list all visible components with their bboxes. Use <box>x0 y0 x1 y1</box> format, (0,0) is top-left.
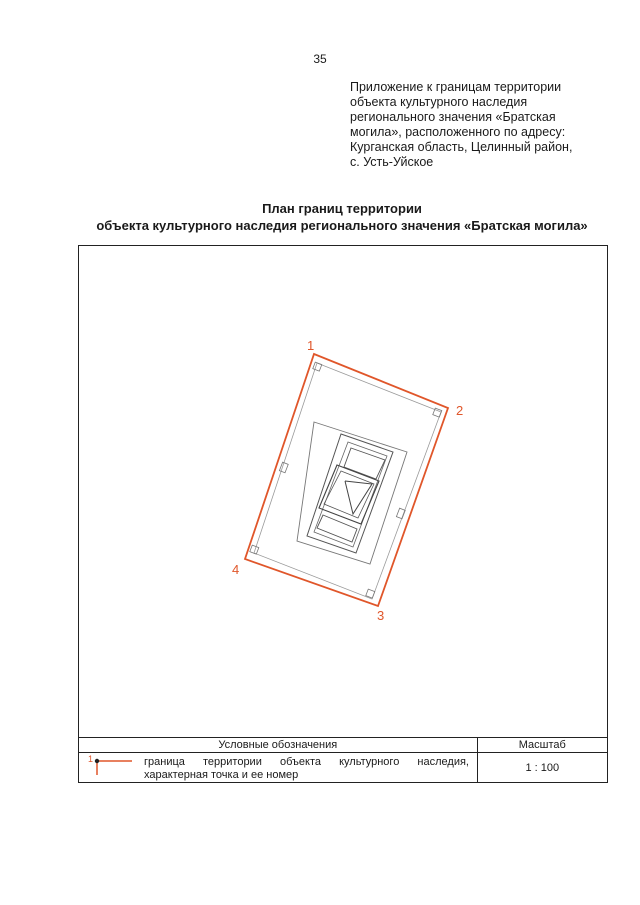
boundary-point-2-label: 2 <box>456 403 464 418</box>
appendix-line: регионального значения «Братская <box>350 110 556 124</box>
scale-value: 1 : 100 <box>477 753 607 783</box>
legend-point-number: 1 <box>88 754 94 764</box>
territory-boundary <box>245 354 448 606</box>
scale-header: Масштаб <box>477 738 607 753</box>
plan-title: План границ территории <box>262 201 422 216</box>
boundary-point-1-label: 1 <box>307 338 315 353</box>
appendix-note <box>350 80 620 170</box>
page-number: 35 <box>313 52 327 66</box>
plan-frame <box>78 245 608 738</box>
monument-lower-slab <box>317 515 357 542</box>
legend-header: Условные обозначения <box>79 738 478 753</box>
boundary-legend-symbol <box>87 753 137 782</box>
appendix-line: Курганская область, Целинный район, <box>350 140 573 154</box>
appendix-line: объекта культурного наследия <box>350 95 528 109</box>
appendix-line: с. Усть-Уйское <box>350 155 434 169</box>
plan-subtitle: объекта культурного наследия регионального значения «Братская могила» <box>96 218 588 233</box>
appendix-line: Приложение к границам территории <box>350 80 562 94</box>
legend-table <box>78 737 608 783</box>
legend-item-text: граница территории объекта культурного наследия, характерная точка и ее номер <box>144 756 469 781</box>
boundary-point-4-label: 4 <box>232 562 240 577</box>
boundary-point-3-label: 3 <box>377 608 385 623</box>
site-plan-drawing <box>79 246 607 737</box>
appendix-line: могила», расположенного по адресу: <box>350 125 566 139</box>
side-marker <box>396 508 405 519</box>
